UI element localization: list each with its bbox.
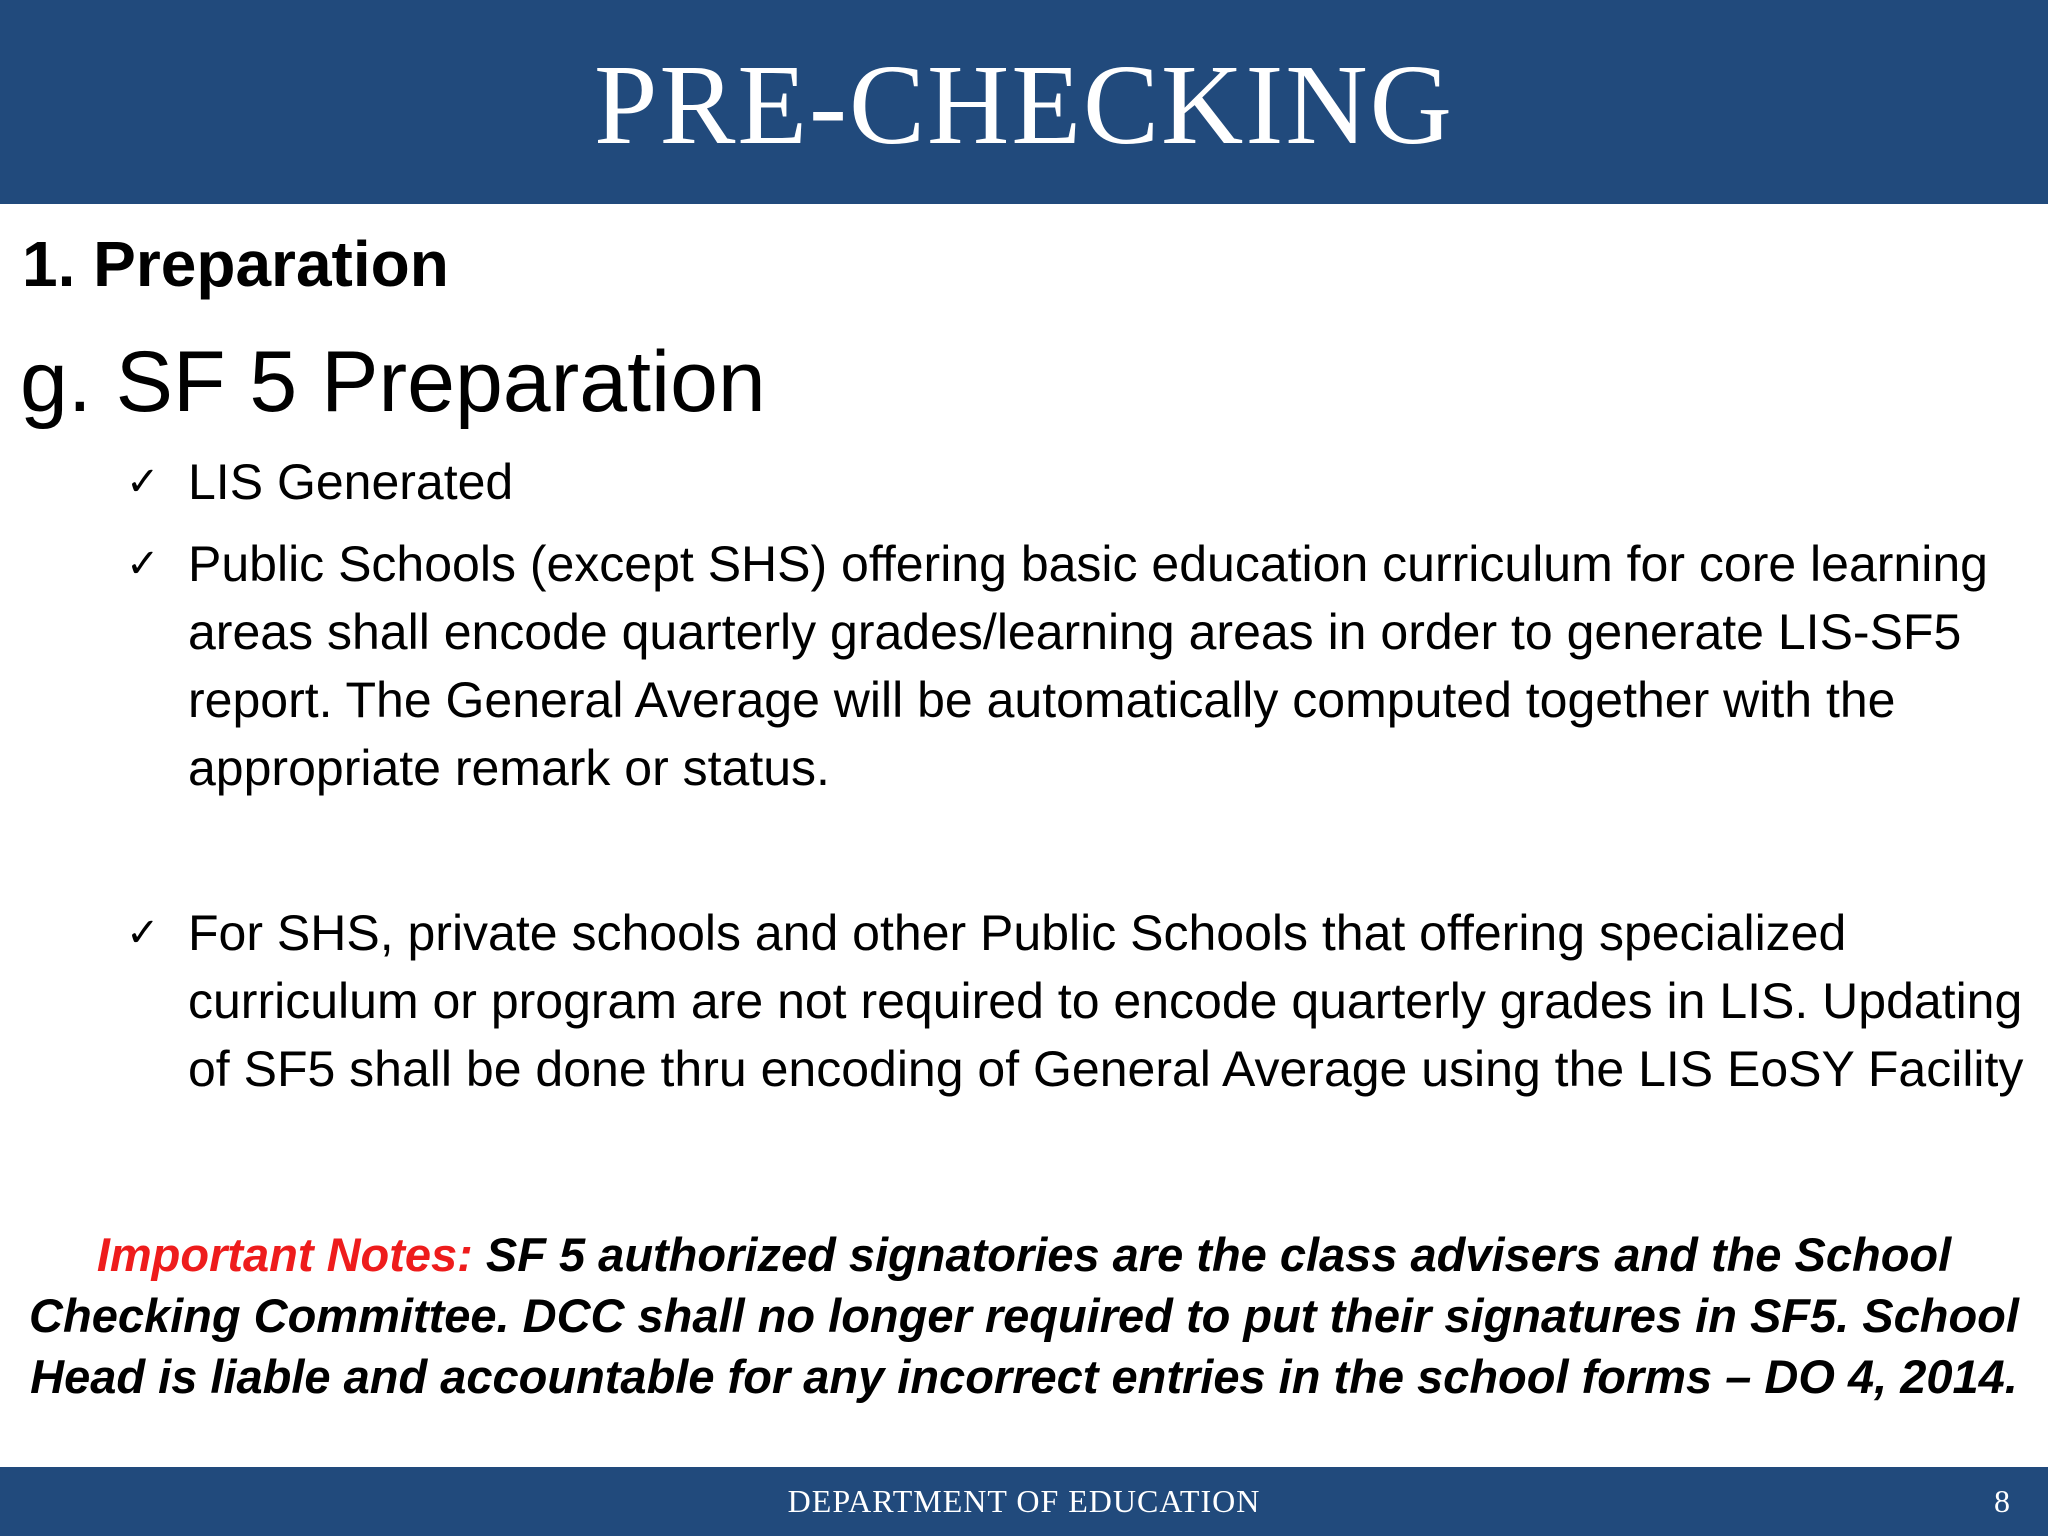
bullet-item [126,448,2026,516]
check-mark-icon: ✓ [126,910,160,956]
slide-title: PRE-CHECKING [593,41,1455,168]
bullet-item [126,899,2026,1103]
page-number: 8 [1994,1483,2010,1519]
bullet-text: LIS Generated [188,454,514,510]
footer-organization: DEPARTMENT OF EDUCATION [787,1483,1261,1519]
important-notes-label: Important Notes: [96,1228,473,1281]
subsection-heading: g. SF 5 Preparation [20,334,766,430]
section-heading: 1. Preparation [22,228,449,300]
check-mark-icon: ✓ [126,541,160,587]
check-mark-icon: ✓ [126,459,160,505]
important-notes-text: SF 5 authorized signatories are the class advisers and the School Checking Committee. DCC shall no longer required to put their signatures in SF5. School Head is liable and accountable for any incorrect entries in the school forms – DO 4, 2014. [29,1228,2019,1403]
important-notes [0,1224,2048,1407]
bullet-text: Public Schools (except SHS) offering basic education curriculum for core learning areas shall encode quarterly grades/learning areas in order to generate LIS-SF5 report. The General Average will be automatically computed together with the appropriate remark or status. [188,536,1988,796]
bullet-text: For SHS, private schools and other Public Schools that offering specialized curriculum or program are not required to encode quarterly grades in LIS. Updating of SF5 shall be done thru encoding of General Average using the LIS EoSY Facility [188,905,2024,1097]
bullet-item [126,530,2026,802]
